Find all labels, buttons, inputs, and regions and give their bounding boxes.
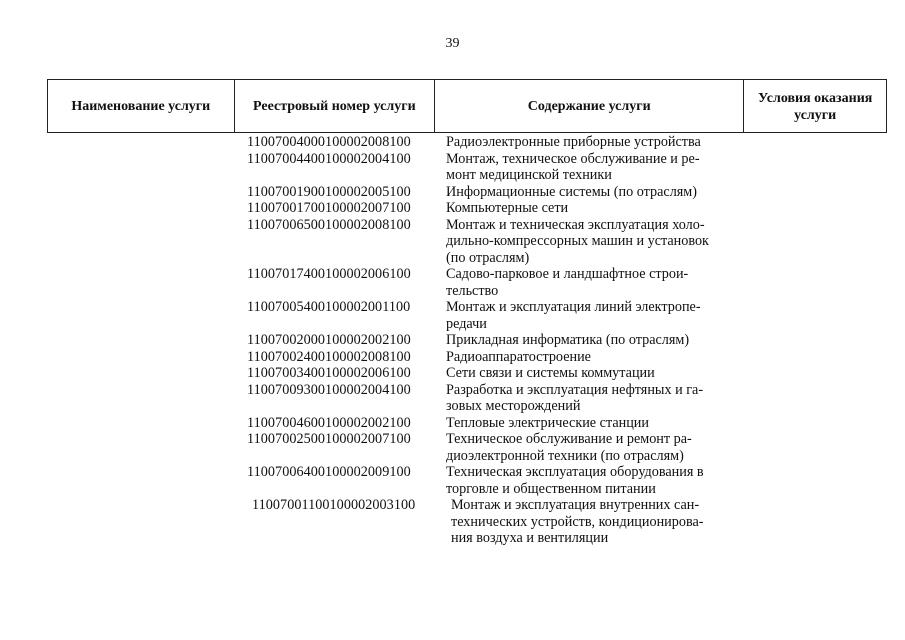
service-content-cell: Радиоэлектронные приборные устройства [446,134,701,150]
header-service-name: Наименование услуги [48,80,235,132]
service-content-cell: Тепловые электрические станции [446,414,649,431]
table-row [0,365,905,382]
service-content-cell: Монтаж, техническое обслуживание и ре- монт медицинской техники [446,150,700,183]
service-content-cell: Сети связи и системы коммутации [446,365,655,381]
registry-number-cell: 11007004600100002002100 [247,414,411,431]
registry-number-cell: 11007002400100002008100 [247,348,411,365]
registry-number-cell: 11007003400100002006100 [247,365,411,381]
registry-number-cell: 11007004400100002004100 [247,150,411,167]
table-row [0,266,905,299]
registry-number-cell: 11007017400100002006100 [247,266,411,282]
table-body [0,134,905,547]
table-row [0,382,905,415]
service-content-cell: Монтаж и эксплуатация линий электропе- редачи [446,299,701,332]
registry-number-cell: 11007001700100002007100 [247,200,411,216]
registry-number-cell: 11007001100100002003100 [252,497,416,513]
service-content-cell: Монтаж и техническая эксплуатация холо- дильно-компрессорных машин и установок (по отраслям) [446,216,709,266]
service-content-cell: Техническая эксплуатация оборудования в торговле и общественном питании [446,464,704,497]
registry-number-cell: 11007001900100002005100 [247,183,411,200]
service-content-cell: Компьютерные сети [446,200,569,216]
registry-number-cell: 11007002500100002007100 [247,431,411,447]
table-row [0,217,905,267]
table-row [0,134,905,151]
registry-number-cell: 11007006500100002008100 [247,216,411,233]
page-number: 39 [445,36,460,51]
registry-number-cell: 11007002000100002002100 [247,332,411,348]
service-content-cell: Садово-парковое и ландшафтное строи- тельство [446,266,689,299]
header-service-conditions: Условия оказания услуги [757,91,873,123]
table-row [0,464,905,497]
table-row [0,349,905,366]
service-content-cell: Прикладная информатика (по отраслям) [446,332,690,348]
service-content-cell: Монтаж и эксплуатация внутренних сан- технических устройств, кондиционирова- ния воздуха и вентиляции [451,497,704,546]
registry-number-cell: 11007006400100002009100 [247,464,411,480]
service-content-cell: Информационные системы (по отраслям) [446,183,697,200]
service-content-cell: Радиоаппаратостроение [446,348,591,365]
table-row [0,431,905,464]
table-row [0,415,905,432]
table-header [47,79,887,133]
service-content-cell: Техническое обслуживание и ремонт ра- диоэлектронной техники (по отраслям) [446,431,692,464]
header-service-content: Содержание услуги [435,80,744,132]
table-row [0,299,905,332]
table-row [0,332,905,349]
table-row [0,200,905,217]
table-row [0,151,905,184]
registry-number-cell: 11007005400100002001100 [247,299,411,315]
registry-number-cell: 11007004000100002008100 [247,134,411,150]
service-content-cell: Разработка и эксплуатация нефтяных и га- зовых месторождений [446,381,704,414]
registry-number-cell: 11007009300100002004100 [247,381,411,398]
table-row [0,497,905,547]
table-row [0,184,905,201]
header-registry-number: Реестровый номер услуги [235,80,436,132]
